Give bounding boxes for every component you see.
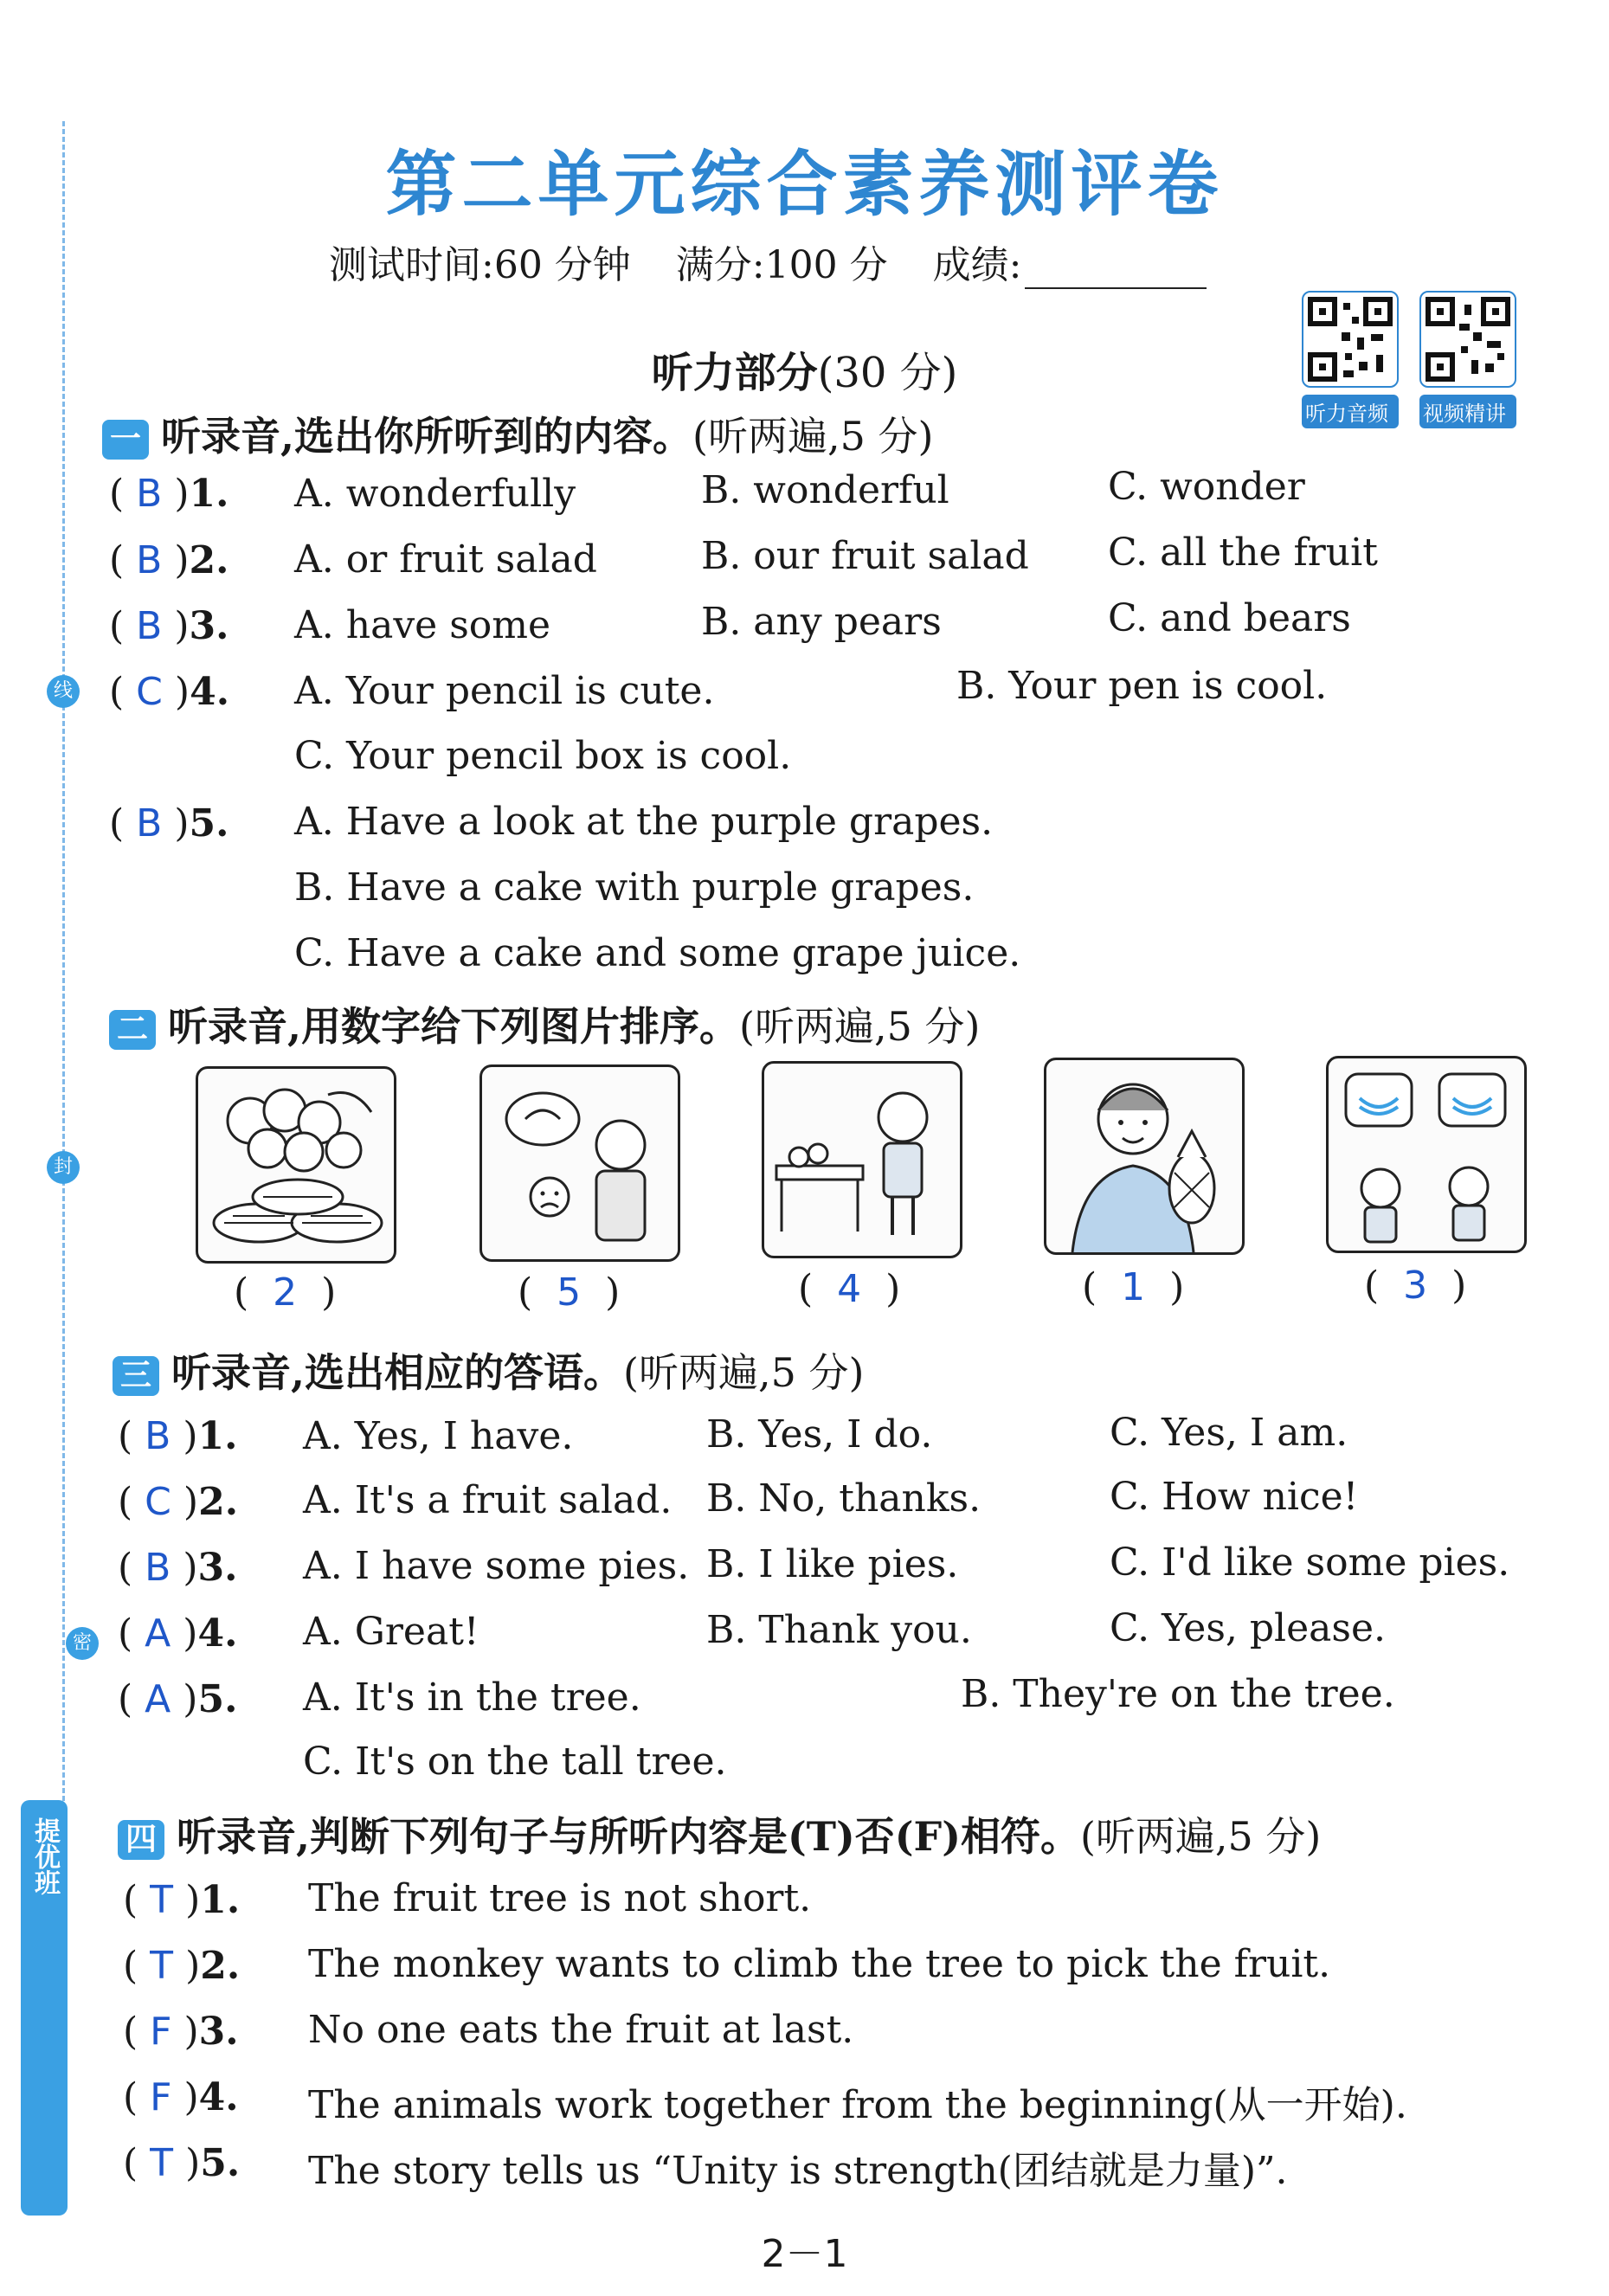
- s1-q2: ( B )2.: [109, 538, 229, 582]
- picture-kids-bananas: [1326, 1056, 1527, 1253]
- picture-2-order: ( 5 ): [518, 1270, 621, 1315]
- picture-4-order: ( 1 ): [1082, 1265, 1185, 1309]
- s4-q3-text: No one eats the fruit at last.: [308, 2008, 854, 2052]
- s4-q5: ( T )5.: [123, 2141, 241, 2185]
- q-num: 5.: [189, 801, 229, 846]
- section-badge: 二: [109, 1010, 156, 1050]
- s3-q5-b: B. They're on the tree.: [961, 1672, 1395, 1716]
- section-badge: 四: [118, 1820, 164, 1860]
- answer-mark: 4: [837, 1267, 862, 1311]
- section-label: 听录音,判断下列句子与所听内容是(T)否(F)相符。: [177, 1813, 1080, 1860]
- answer-mark: 3: [1403, 1264, 1428, 1308]
- q-num: 4.: [190, 670, 230, 714]
- section-1-heading: [102, 405, 933, 462]
- s1-q1-b: B. wonderful: [701, 468, 949, 512]
- answer-mark: T: [150, 1944, 174, 1988]
- answer-mark: C: [136, 670, 163, 714]
- answer-mark: B: [136, 538, 163, 582]
- s3-q4: ( A )4.: [118, 1611, 238, 1656]
- s1-q1-c: C. wonder: [1108, 465, 1305, 509]
- s1-q3: ( B )3.: [109, 604, 229, 648]
- part-heading: [0, 339, 1609, 399]
- full-score: 满分:100 分: [675, 243, 888, 287]
- s1-q3-b: B. any pears: [701, 600, 942, 644]
- q-num: 3.: [198, 2010, 239, 2054]
- section-note: (听两遍,5 分): [623, 1349, 865, 1396]
- q-num: 5.: [197, 1677, 238, 1721]
- picture-3-order: ( 4 ): [798, 1267, 901, 1311]
- section-label: 听录音,选出相应的答语。: [171, 1349, 624, 1396]
- picture-1-order: ( 2 ): [234, 1270, 337, 1315]
- q-num: 3.: [197, 1546, 238, 1590]
- s4-q1-text: The fruit tree is not short.: [308, 1876, 812, 1920]
- s3-q1: ( B )1.: [118, 1414, 238, 1458]
- s4-q4-text: The animals work together from the beginning(从一开始).: [308, 2083, 1407, 2127]
- section-note: (听两遍,5 分): [692, 413, 934, 460]
- q-num: 4.: [197, 1611, 238, 1656]
- q-num: 1.: [189, 472, 229, 516]
- s4-q5-text: The story tells us “Unity is strength(团结就是力量)”.: [308, 2149, 1288, 2193]
- answer-mark: B: [136, 472, 163, 516]
- part-label: 听力部分: [651, 349, 818, 397]
- brand-text: 提优班: [29, 1817, 60, 1895]
- picture-boy-pineapple: [1044, 1058, 1245, 1255]
- score-label: 成绩:: [932, 243, 1022, 287]
- q-num: 2.: [200, 1944, 241, 1988]
- s3-q5-c: C. It's on the tall tree.: [303, 1740, 727, 1784]
- qr-video-caption: 视频精讲: [1419, 395, 1516, 428]
- answer-mark: F: [150, 2010, 172, 2054]
- s1-q2-a: A. or fruit salad: [294, 537, 597, 582]
- s4-q2: ( T )2.: [123, 1944, 241, 1988]
- s1-q3-a: A. have some: [294, 603, 551, 647]
- s3-q2: ( C )2.: [118, 1480, 239, 1524]
- section-label: 听录音,用数字给下列图片排序。: [168, 1003, 740, 1050]
- side-mark-seal: 封: [47, 1151, 80, 1184]
- s1-q3-c: C. and bears: [1108, 596, 1351, 640]
- page-title: 第二单元综合素养测评卷: [385, 143, 1224, 226]
- answer-mark: B: [136, 801, 163, 846]
- s3-q3-b: B. I like pies.: [706, 1542, 959, 1586]
- s1-q4: ( C )4.: [109, 670, 230, 714]
- qr-audio-caption: 听力音频: [1302, 395, 1399, 428]
- s1-q5: ( B )5.: [109, 801, 229, 846]
- s1-q1: ( B )1.: [109, 472, 229, 516]
- s3-q1-c: C. Yes, I am.: [1110, 1411, 1348, 1455]
- s3-q1-b: B. Yes, I do.: [706, 1412, 933, 1457]
- s3-q3: ( B )3.: [118, 1546, 238, 1590]
- s4-q3: ( F )3.: [123, 2010, 239, 2054]
- s3-q5: ( A )5.: [118, 1677, 238, 1721]
- brand-side-bar: [21, 1800, 68, 2216]
- picture-sick-boy: [479, 1064, 680, 1262]
- section-badge: 一: [102, 420, 149, 460]
- s1-q5-c: C. Have a cake and some grape juice.: [294, 931, 1021, 975]
- answer-mark: T: [150, 2141, 174, 2185]
- s1-q1-a: A. wonderfully: [294, 472, 576, 516]
- q-num: 1.: [197, 1414, 238, 1458]
- answer-mark: F: [150, 2075, 172, 2119]
- s1-q4-c: C. Your pencil box is cool.: [294, 734, 792, 778]
- test-time: 测试时间:60 分钟: [329, 243, 631, 287]
- s4-q1: ( T )1.: [123, 1878, 241, 1922]
- s3-q3-c: C. I'd like some pies.: [1110, 1540, 1510, 1585]
- score-blank: [1025, 253, 1207, 289]
- s1-q4-b: B. Your pen is cool.: [956, 664, 1328, 708]
- s1-q5-a: A. Have a look at the purple grapes.: [294, 800, 994, 844]
- q-num: 2.: [189, 538, 229, 582]
- s3-q2-c: C. How nice!: [1110, 1475, 1359, 1519]
- s3-q1-a: A. Yes, I have.: [303, 1414, 574, 1458]
- s3-q4-b: B. Thank you.: [706, 1608, 972, 1652]
- page-number: 2－1: [761, 2232, 848, 2276]
- q-num: 5.: [200, 2141, 241, 2185]
- q-num: 2.: [198, 1480, 239, 1524]
- side-mark-line: 线: [47, 675, 80, 708]
- picture-fruit-pies: [196, 1066, 396, 1264]
- s1-q5-b: B. Have a cake with purple grapes.: [294, 865, 975, 910]
- s1-q4-a: A. Your pencil is cute.: [294, 669, 715, 713]
- answer-mark: 2: [273, 1270, 298, 1315]
- s4-q2-text: The monkey wants to climb the tree to pick the fruit.: [308, 1942, 1331, 1986]
- answer-mark: B: [136, 604, 163, 648]
- section-note: (听两遍,5 分): [739, 1003, 981, 1050]
- test-meta: [329, 234, 1239, 289]
- s3-q4-c: C. Yes, please.: [1110, 1606, 1386, 1650]
- answer-mark: A: [145, 1677, 171, 1721]
- answer-mark: 1: [1121, 1265, 1146, 1309]
- answer-mark: B: [145, 1414, 171, 1458]
- s4-q4: ( F )4.: [123, 2075, 239, 2119]
- answer-mark: C: [145, 1480, 171, 1524]
- section-note: (听两遍,5 分): [1079, 1813, 1322, 1860]
- section-badge: 三: [113, 1356, 159, 1396]
- section-label: 听录音,选出你所听到的内容。: [161, 413, 693, 460]
- q-num: 1.: [200, 1878, 241, 1922]
- picture-girl-table: [762, 1061, 962, 1258]
- answer-mark: 5: [557, 1270, 582, 1315]
- s3-q4-a: A. Great!: [303, 1610, 479, 1654]
- answer-mark: B: [145, 1546, 171, 1590]
- s1-q2-b: B. our fruit salad: [701, 534, 1029, 578]
- side-mark-dense: 密: [66, 1627, 99, 1660]
- section-3-heading: [113, 1341, 864, 1399]
- s3-q3-a: A. I have some pies.: [303, 1544, 690, 1588]
- s3-q5-a: A. It's in the tree.: [303, 1675, 641, 1720]
- part-points: (30 分): [817, 349, 958, 397]
- s1-q2-c: C. all the fruit: [1108, 531, 1378, 575]
- answer-mark: T: [150, 1878, 174, 1922]
- answer-mark: A: [145, 1611, 171, 1656]
- section-2-heading: [109, 995, 980, 1052]
- section-4-heading: [118, 1805, 1321, 1862]
- s3-q2-b: B. No, thanks.: [706, 1476, 981, 1521]
- picture-5-order: ( 3 ): [1364, 1264, 1467, 1308]
- s3-q2-a: A. It's a fruit salad.: [303, 1478, 673, 1522]
- q-num: 4.: [198, 2075, 239, 2119]
- q-num: 3.: [189, 604, 229, 648]
